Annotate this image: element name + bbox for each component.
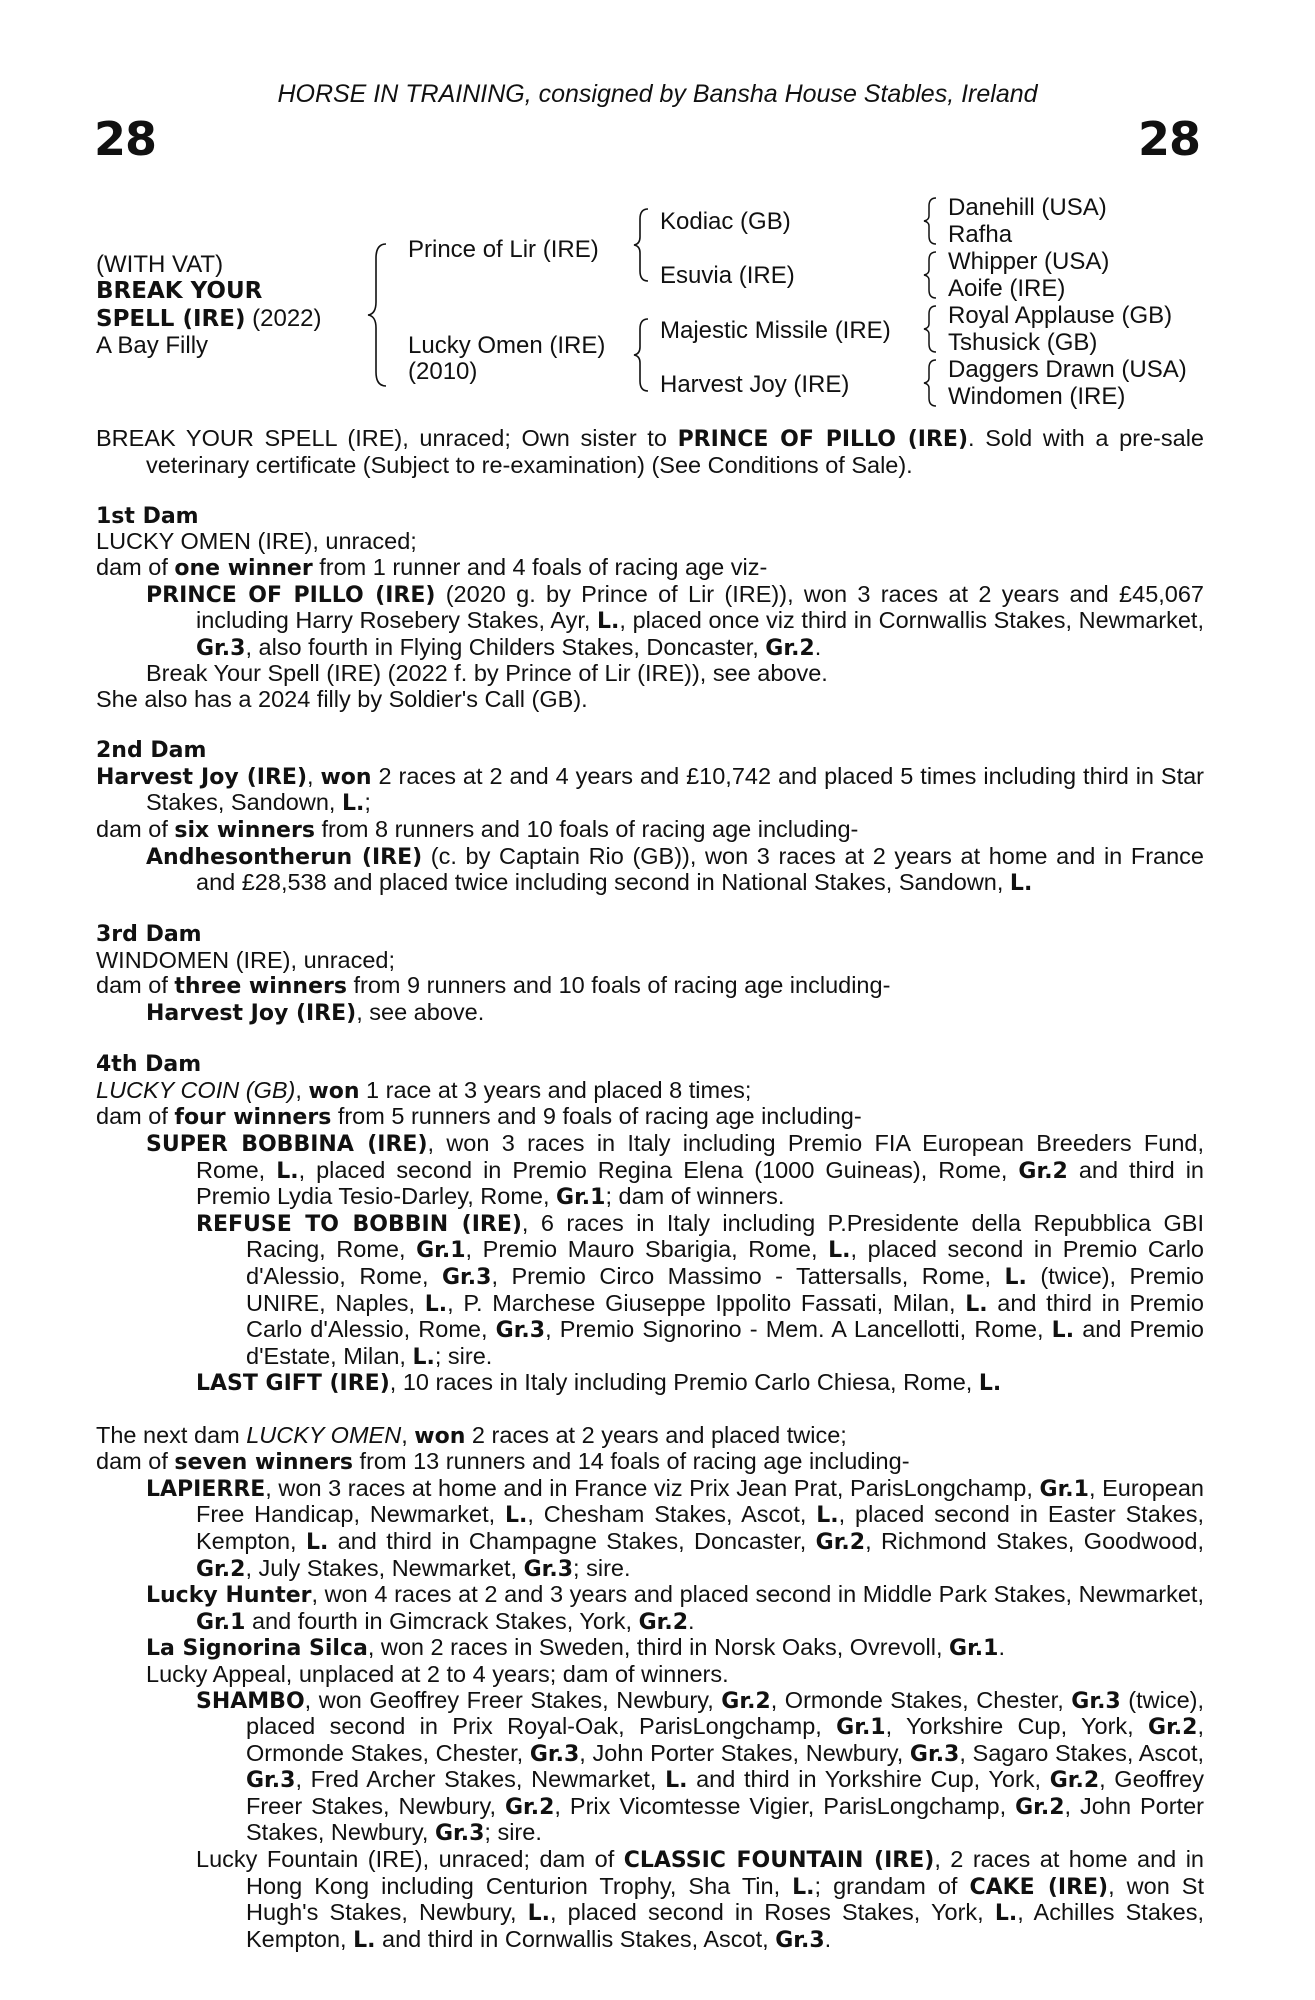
next-dam-produce-line: dam of seven winners from 13 runners and 14 foals of racing age including-: [96, 1448, 910, 1476]
sire-dam-brace: [366, 240, 390, 390]
progeny-entry: PRINCE OF PILLO (IRE) (2020 g. by Prince of Lir (IRE)), won 3 races at 2 years and £45,067 including Harry Rosebery Stakes, Ayr, L., placed once viz third in Cornwallis Stakes, Newmarket, Gr.3, also fourth in Flying Childers Stakes, Doncaster, Gr.2.: [146, 580, 1204, 661]
ancestor-g1: Danehill (USA): [948, 194, 1107, 221]
ancestor-g7: Daggers Drawn (USA): [948, 356, 1187, 383]
dam-sire: Majestic Missile (IRE): [660, 317, 891, 344]
progeny-entry: LAPIERRE, won 3 races at home and in France viz Prix Jean Prat, ParisLongchamp, Gr.1, European Free Handicap, Newmarket, L., Chesham Stakes, Ascot, L., placed second in Easter Stakes, Kempton, L. and third in Champagne Stakes, Doncaster, Gr.2, Richmond Stakes, Goodwood, Gr.2, July Stakes, Newmarket, Gr.3; sire.: [146, 1474, 1204, 1582]
subject-name-line2: [96, 305, 322, 333]
progeny-entry: SUPER BOBBINA (IRE), won 3 races in Italy including Premio FIA European Breeders Fund, Rome, L., placed second in Premio Regina Elena (1000 Guineas), Rome, Gr.2 and third in Premio Lydia Tesio-Darley, Rome, Gr.1; dam of winners.: [146, 1130, 1204, 1211]
first-dam-heading: 1st Dam: [96, 503, 199, 529]
progeny-entry: Break Your Spell (IRE) (2022 f. by Prince of Lir (IRE)), see above.: [146, 660, 828, 687]
brace-g2: [922, 250, 940, 300]
progeny-entry: La Signorina Silca, won 2 races in Sweden, third in Norsk Oaks, Ovrevoll, Gr.1.: [146, 1634, 1005, 1662]
first-dam-line: LUCKY OMEN (IRE), unraced;: [96, 528, 417, 555]
first-dam-note: She also has a 2024 filly by Soldier's Call (GB).: [96, 685, 588, 712]
second-dam-line: Harvest Joy (IRE), won 2 races at 2 and 4 years and £10,742 and placed 5 times including third in Star Stakes, Sandown, L.;: [96, 762, 1205, 817]
lot-number-left: 28: [94, 112, 157, 166]
dam-year: (2010): [408, 358, 478, 385]
progeny-entry: Harvest Joy (IRE), see above.: [146, 999, 485, 1027]
subject-description: A Bay Filly: [96, 332, 209, 359]
dam-dam: Harvest Joy (IRE): [660, 371, 850, 398]
sire-sire: Kodiac (GB): [660, 208, 791, 235]
subject-name: SPELL (IRE): [96, 306, 246, 332]
brace-g1: [922, 196, 940, 246]
brace-g4: [922, 358, 940, 408]
fourth-dam-line: LUCKY COIN (GB), won 1 race at 3 years and placed 8 times;: [96, 1076, 752, 1104]
catalogue-text: [96, 426, 1204, 1953]
third-dam-heading: 3rd Dam: [96, 922, 202, 948]
progeny-entry: Lucky Fountain (IRE), unraced; dam of CLASSIC FOUNTAIN (IRE), 2 races at home and in Hong Kong including Centurion Trophy, Sha Tin, L.; grandam of CAKE (IRE), won St Hugh's Stakes, Newbury, L., placed second in Roses Stakes, York, L., Achilles Stakes, Kempton, L. and third in Cornwallis Stakes, Ascot, Gr.3.: [196, 1846, 1205, 1953]
sire-dam: Esuvia (IRE): [660, 262, 795, 289]
progeny-entry: REFUSE TO BOBBIN (IRE), 6 races in Italy including P.Presidente della Repubblica GBI Racing, Rome, Gr.1, Premio Mauro Sbarigia, Rome, L., placed second in Premio Carlo d'Alessio, Rome, Gr.3, Premio Circo Massimo - Tattersalls, Rome, L. (twice), Premio UNIRE, Naples, L., P. Marchese Giuseppe Ippolito Fassati, Milan, L. and third in Premio Carlo d'Alessio, Rome, Gr.3, Premio Signorino - Mem. A Lancellotti, Rome, L. and Premio d'Estate, Milan, L.; sire.: [196, 1209, 1204, 1370]
second-dam-heading: 2nd Dam: [96, 738, 207, 764]
dam-name: Lucky Omen (IRE): [408, 332, 606, 359]
progeny-entry: Lucky Appeal, unplaced at 2 to 4 years; dam of winners.: [146, 1660, 729, 1687]
second-dam-produce-line: dam of six winners from 8 runners and 10 foals of racing age including-: [96, 815, 859, 843]
fourth-dam-heading: 4th Dam: [96, 1052, 202, 1078]
progeny-entry: LAST GIFT (IRE), 10 races in Italy including Premio Carlo Chiesa, Rome, L.: [196, 1369, 1002, 1397]
ancestor-g5: Royal Applause (GB): [948, 302, 1173, 329]
dam-parents-brace: [632, 316, 652, 394]
catalogue-header: HORSE IN TRAINING, consigned by Bansha House Stables, Ireland: [277, 80, 1038, 108]
ancestor-g3: Whipper (USA): [948, 248, 1110, 275]
lot-number-right: 28: [1137, 112, 1200, 166]
first-dam-produce-line: dam of one winner from 1 runner and 4 foals of racing age viz-: [96, 553, 768, 581]
next-dam-line: The next dam LUCKY OMEN, won 2 races at 2 years and placed twice;: [96, 1421, 847, 1449]
subject-year: (2022): [252, 305, 322, 332]
sire-name: Prince of Lir (IRE): [408, 236, 599, 263]
subject-vat: (WITH VAT): [96, 251, 224, 278]
ancestor-g2: Rafha: [948, 221, 1013, 248]
third-dam-line: WINDOMEN (IRE), unraced;: [96, 946, 396, 973]
progeny-entry: Lucky Hunter, won 4 races at 2 and 3 years and placed second in Middle Park Stakes, Newmarket, Gr.1 and fourth in Gimcrack Stakes, York, Gr.2.: [146, 1581, 1204, 1635]
ancestor-g8: Windomen (IRE): [948, 383, 1126, 410]
fourth-dam-produce-line: dam of four winners from 5 runners and 9 foals of racing age including-: [96, 1103, 862, 1131]
ancestor-g6: Tshusick (GB): [948, 329, 1098, 356]
progeny-entry: SHAMBO, won Geoffrey Freer Stakes, Newbury, Gr.2, Ormonde Stakes, Chester, Gr.3 (twice), placed second in Prix Royal-Oak, ParisLongchamp, Gr.1, Yorkshire Cup, York, Gr.2, Ormonde Stakes, Chester, Gr.3, John Porter Stakes, Newbury, Gr.3, Sagaro Stakes, Ascot, Gr.3, Fred Archer Stakes, Newmarket, L. and third in Yorkshire Cup, York, Gr.2, Geoffrey Freer Stakes, Newbury, Gr.2, Prix Vicomtesse Vigier, ParisLongchamp, Gr.2, John Porter Stakes, Newbury, Gr.3; sire.: [196, 1686, 1205, 1847]
ancestor-g4: Aoife (IRE): [948, 275, 1066, 302]
intro-paragraph: BREAK YOUR SPELL (IRE), unraced; Own sister to PRINCE OF PILLO (IRE). Sold with a pre-sale veterinary certificate (Subject to re-examination) (See Conditions of Sale).: [96, 425, 1204, 478]
third-dam-produce-line: dam of three winners from 9 runners and 10 foals of racing age including-: [96, 972, 891, 1000]
brace-g3: [922, 304, 940, 354]
progeny-entry: Andhesontherun (IRE) (c. by Captain Rio (GB)), won 3 races at 2 years at home and in France and £28,538 and placed twice including second in National Stakes, Sandown, L.: [146, 842, 1204, 897]
sire-parents-brace: [632, 206, 652, 284]
subject-name-line1: BREAK YOUR: [96, 278, 263, 304]
